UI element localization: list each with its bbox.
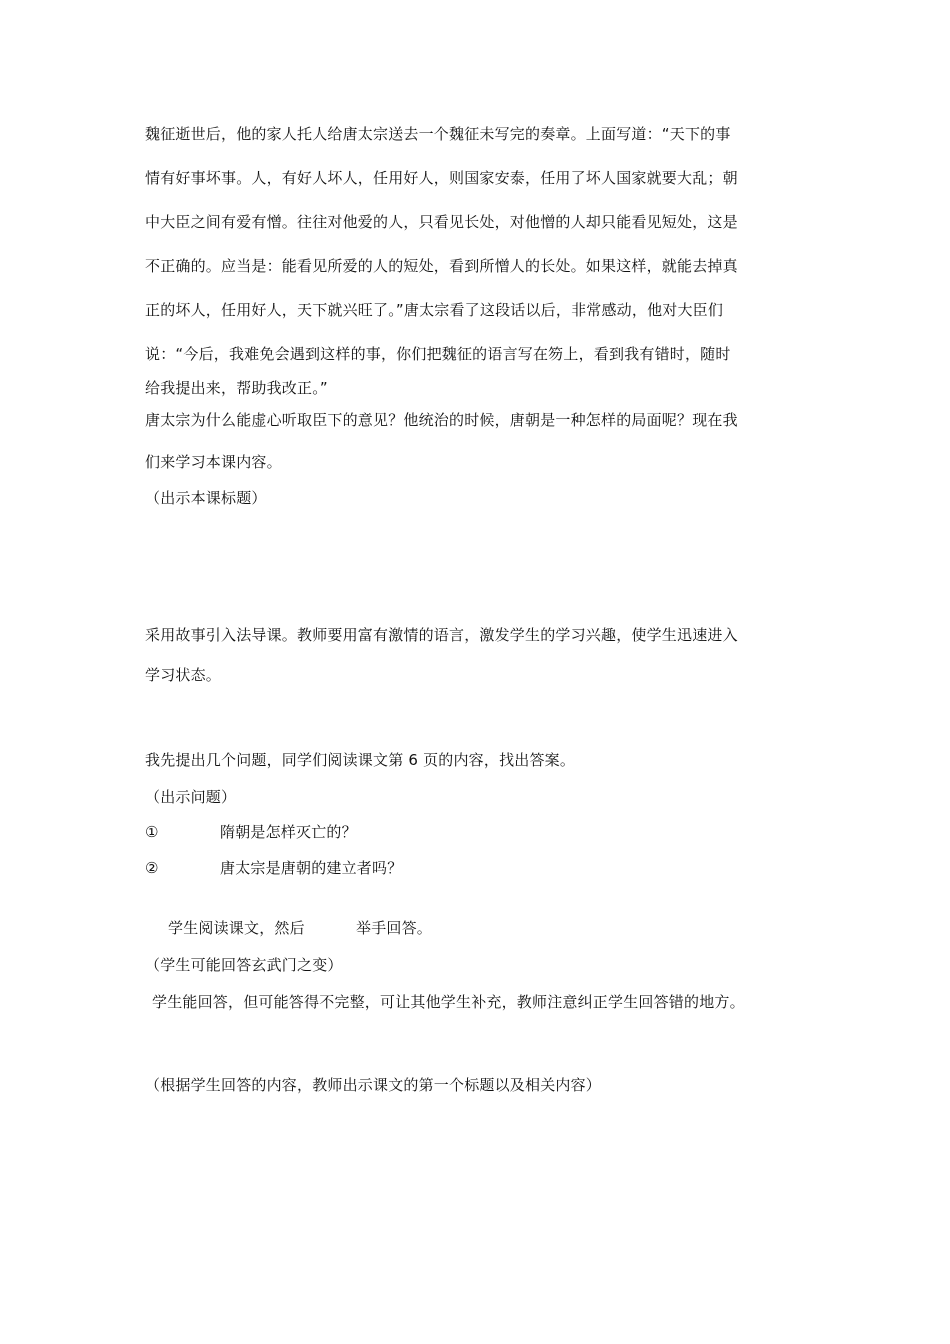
student-action-part2: 举手回答。 (356, 919, 433, 937)
story-line: 正的坏人，任用好人，天下就兴旺了。”唐太宗看了这段话以后，非常感动，他对大臣们 (145, 301, 724, 319)
story-line: 不正确的。应当是：能看见所爱的人的短处，看到所憎人的长处。如果这样，就能去掉真 (145, 257, 738, 275)
student-action-part1: 学生阅读课文，然后 (168, 919, 305, 937)
story-line: 中大臣之间有爱有憎。往往对他爱的人，只看见长处，对他憎的人却只能看见短处，这是 (145, 213, 738, 231)
method-note-line: 学习状态。 (145, 666, 222, 684)
question-marker: ② (145, 859, 159, 877)
story-line: 说：“今后，我难免会遇到这样的事，你们把魏征的语言写在笏上，看到我有错时，随时 (145, 345, 731, 363)
question-item (145, 822, 357, 842)
intro-line: 唐太宗为什么能虚心听取臣下的意见？他统治的时候，唐朝是一种怎样的局面呢？现在我 (145, 411, 738, 429)
show-title-note: （出示本课标题） (145, 489, 267, 507)
question-text: 唐太宗是唐朝的建立者吗？ (220, 859, 403, 877)
story-line: 魏征逝世后，他的家人托人给唐太宗送去一个魏征未写完的奏章。上面写道：“天下的事 (145, 125, 731, 143)
student-action (168, 918, 432, 938)
question-text: 隋朝是怎样灭亡的？ (220, 823, 357, 841)
answer-note: 学生能回答，但可能答得不完整，可让其他学生补充，教师注意纠正学生回答错的地方。 (152, 993, 745, 1011)
question-marker: ① (145, 823, 159, 841)
show-questions-note: （出示问题） (145, 788, 237, 806)
possible-answer-note: （学生可能回答玄武门之变） (145, 956, 343, 974)
story-line: 给我提出来，帮助我改正。” (145, 379, 328, 397)
story-line: 情有好事坏事。人，有好人坏人，任用好人，则国家安泰，任用了坏人国家就要大乱；朝 (145, 169, 738, 187)
next-step-note: （根据学生回答的内容，教师出示课文的第一个标题以及相关内容） (145, 1076, 602, 1094)
method-note-line: 采用故事引入法导课。教师要用富有激情的语言，激发学生的学习兴趣，使学生迅速进入 (145, 626, 738, 644)
task-instruction: 我先提出几个问题，同学们阅读课文第 6 页的内容，找出答案。 (145, 751, 576, 769)
question-item (145, 858, 402, 878)
intro-line: 们来学习本课内容。 (145, 453, 282, 471)
